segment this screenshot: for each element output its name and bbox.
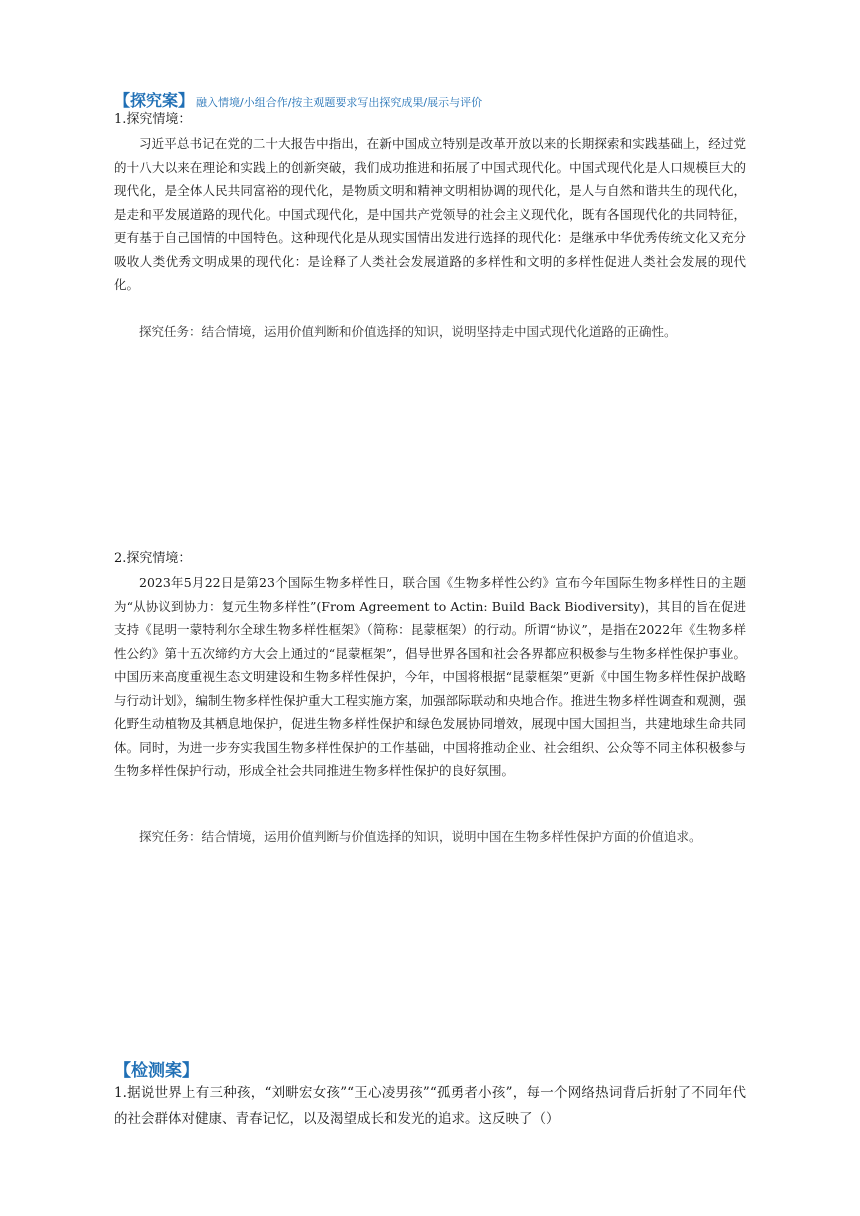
- explore-section-title: 【探究案】: [114, 91, 195, 110]
- item2-label: 2.探究情境：: [114, 551, 192, 566]
- item1-task: 探究任务：结合情境，运用价值判断和价值选择的知识，说明坚持走中国式现代化道路的正确性。: [139, 324, 677, 339]
- test-section-title: 【检测案】: [114, 1061, 199, 1081]
- test-section-header: [114, 1056, 199, 1081]
- item2-task: 探究任务：结合情境，运用价值判断与价值选择的知识，说明中国在生物多样性保护方面的价值追求。: [139, 829, 702, 844]
- explore-section-subtitle: 融入情境/小组合作/按主观题要求写出探究成果/展示与评价: [196, 96, 483, 109]
- item1-label: 1.探究情境：: [114, 112, 192, 127]
- item1-paragraph: 习近平总书记在党的二十大报告中指出，在新中国成立特别是改革开放以来的长期探索和实践基础上，经过党的十八大以来在理论和实践上的创新突破，我们成功推进和拓展了中国式现代化。中国式现代化是人口规模巨大的现代化，是全体人民共同富裕的现代化，是物质文明和精神文明相协调的现代化，是人与自然和谐共生的现代化，是走和平发展道路的现代化。中国式现代化，是中国共产党领导的社会主义现代化，既有各国现代化的共同特征，更有基于自己国情的中国特色。这种现代化是从现实国情出发进行选择的现代化：是继承中华优秀传统文化又充分吸收人类优秀文明成果的现代化：是诠释了人类社会发展道路的多样性和文明的多样性促进人类社会发展的现代化。: [114, 136, 746, 292]
- item2-paragraph: 2023年5月22日是第23个国际生物多样性日，联合国《生物多样性公约》宣布今年国际生物多样性日的主题为“从协议到协力：复元生物多样性”(From Agreement to Actin: Build Back Biodiversity)，其目的旨在促进支持《昆明一蒙特利尔全球生物多样性框架》（简称：昆蒙框架）的行动。所谓“协议”，是指在2022年《生物多样性公约》第十五次缔约方大会上通过的“昆蒙框架”，倡导世界各国和社会各界都应积极参与生物多样性保护事业。中国历来高度重视生态文明建设和生物多样性保护，今年，中国将根据“昆蒙框架”更新《中国生物多样性保护战略与行动计划》，编制生物多样性保护重大工程实施方案，加强部际联动和央地合作。推进生物多样性调查和观测，强化野生动植物及其栖息地保护，促进生物多样性保护和绿色发展协同增效，展现中国大国担当，共建地球生命共同体。同时，为进一步夯实我国生物多样性保护的工作基础，中国将推动企业、社会组织、公众等不同主体积极参与生物多样性保护行动，形成全社会共同推进生物多样性保护的良好氛围。: [114, 575, 746, 778]
- explore-section-header: [114, 88, 482, 111]
- test-question-1: 1.据说世界上有三种孩，“刘畊宏女孩”“王心凌男孩”“孤勇者小孩”，每一个网络热词背后折射了不同年代的社会群体对健康、青春记忆，以及渴望成长和发光的追求。这反映了（）: [114, 1085, 746, 1127]
